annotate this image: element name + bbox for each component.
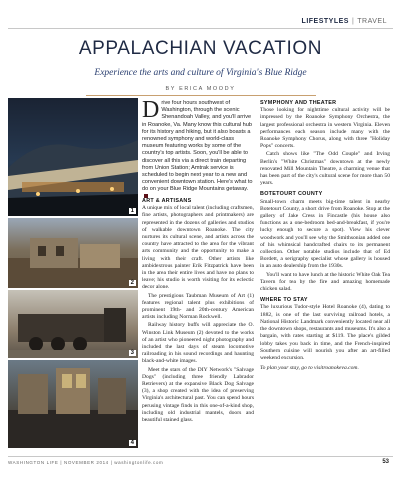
stay-paragraph-2: To plan your stay, go to visitroanokeva.com. <box>260 365 359 372</box>
page-number: 53 <box>382 459 389 465</box>
drop-cap: D <box>142 97 160 123</box>
header-rule <box>8 28 393 29</box>
photo-number: 3 <box>130 350 134 356</box>
right-column <box>260 100 390 373</box>
intro-text: rive four hours southwest of Washington, through the scenic Shenandoah Valley, and you'll arrive in Roanoke, Va. Many know this cultural hub for its history and hiking, but it also boasts a renowned symphony and world-class museum featuring works by some of the country's top artists. Soon, you'll be able to discover all this via a direct train departing from Union Station; Amtrak service is scheduled to begin next year to a new and convenient downtown station. Here's what to do on your Blue Ridge Mountains getaway. <box>142 100 253 193</box>
byline-rule <box>86 95 316 96</box>
arts-heading: ART & ARTISANS <box>142 198 192 204</box>
section-separator: | <box>351 18 355 25</box>
museum-illustration <box>8 218 138 288</box>
photo-salvage-shop <box>8 360 138 448</box>
photo-locomotive <box>8 290 138 358</box>
photo-number: 1 <box>130 208 134 214</box>
station-illustration <box>8 98 138 216</box>
locomotive-illustration <box>8 290 138 358</box>
salvage-illustration <box>8 360 138 448</box>
stay-paragraph-1: The luxurious Tudor-style Hotel Roanoke (4), dating to 1882, is one of the last surviving railroad hotels, a National Historic Landmark conveniently located near all the downtown shops, restaurants and museums. It's also a bargain, with rates starting at $119. The place's gilded lobby takes you back in time, and the French-inspired Southern cuisine will nourish you after an art-filled weekend excursion. <box>260 304 390 361</box>
photo-number: 4 <box>130 440 134 446</box>
symphony-paragraph-2: Catch shows like "The Odd Couple" and Irving Berlin's "White Christmas" downtown at the newly renovated Mill Mountain Theatre, a charming venue that has been part of the city's cultural scene for more than 50 years. <box>260 151 390 187</box>
arts-section <box>142 194 254 425</box>
section-label: LIFESTYLES <box>301 18 349 25</box>
botetourt-paragraph-1: Small-town charm meets big-time talent in nearby Botetourt County, a short drive from Roanoke. Stop at the gallery of Jake Cress in Fincastle (his house also functions as a one-bedroom bed-and-breakfast, if you're lucky enough to secure a spot). View his clever woodwork and you'll see why the Smithsonian added one of his whimsical handcrafted chairs to its permanent collection. Other notable studios include that of Ed Bordett, a serigraphy specialist whose gallery is housed in an auto dealership from the 1930s. <box>260 198 390 270</box>
article-subtitle: Experience the arts and culture of Virginia's Blue Ridge <box>94 68 307 78</box>
intro-paragraph <box>142 97 254 201</box>
article-title: APPALACHIAN VACATION <box>78 38 323 59</box>
symphony-paragraph-1: Those looking for nighttime cultural activity will be impressed by the Roanoke Symphony Orchestra, the largest professional orchestra in western Virginia. Eleven performances each season include many with the Roanoke Symphony Chorus, along with three "Holiday Pops" concerts. <box>260 107 390 150</box>
footer-rule <box>8 456 393 457</box>
subsection-label: TRAVEL <box>357 18 387 25</box>
arts-paragraph-1: A unique mix of local talent (including craftsmen, fine artists, photographers and printmakers) are represented in the dozens of galleries and studios of walkable downtown Roanoke. The city nurtures its cultural scene, and artists across the country have attracted to the area for the vibrant arts community and the opportunity to make a living with their craft. Other artists like ambidextrous painter Erik Fitzpatrick have been in the area their entire lives and have no plans to leave; his studio is worth visiting for its eclectic decor alone. <box>142 205 254 291</box>
photo-museum <box>8 218 138 288</box>
symphony-heading: SYMPHONY AND THEATER <box>260 100 337 106</box>
botetourt-heading: BOTETOURT COUNTY <box>260 191 323 198</box>
stay-heading: WHERE TO STAY <box>260 297 308 304</box>
arts-paragraph-2: The prestigious Taubman Museum of Art (1) features regional talent plus exhibitions of prominent 19th- and 20th-century American artists including Norman Rockwell. <box>142 292 254 321</box>
arts-paragraph-4: Meet the stars of the DIY Network's "Salvage Dogs" (including three friendly Labrador Retrievers) at the expansive Black Dog Salvage (3), a shop created with the idea of preserving Virginia's architectural past. You can spend hours perusing vintage finds in this one-of-a-kind shop, including old industrial mantels, doors and beautiful stained glass. <box>142 366 254 424</box>
footer-text: WASHINGTON LIFE | NOVEMBER 2014 | washingtonlife.com <box>8 460 164 465</box>
photo-station-night <box>8 98 138 216</box>
photo-number: 2 <box>130 280 134 286</box>
section-header <box>302 18 387 25</box>
arts-paragraph-3: Railway history buffs will appreciate the O. Winston Link Museum (2) devoted to the works of an artist who pioneered night photography and included the last days of steam locomotive railroading in his sound recordings and haunting black-and-white images. <box>142 322 254 365</box>
botetourt-paragraph-2: You'll want to have lunch at the historic White Oak Tea Tavern for tea by the fire and amazing homemade chicken salad. <box>260 271 390 293</box>
article-byline: BY ERICA MOODY <box>165 86 236 92</box>
